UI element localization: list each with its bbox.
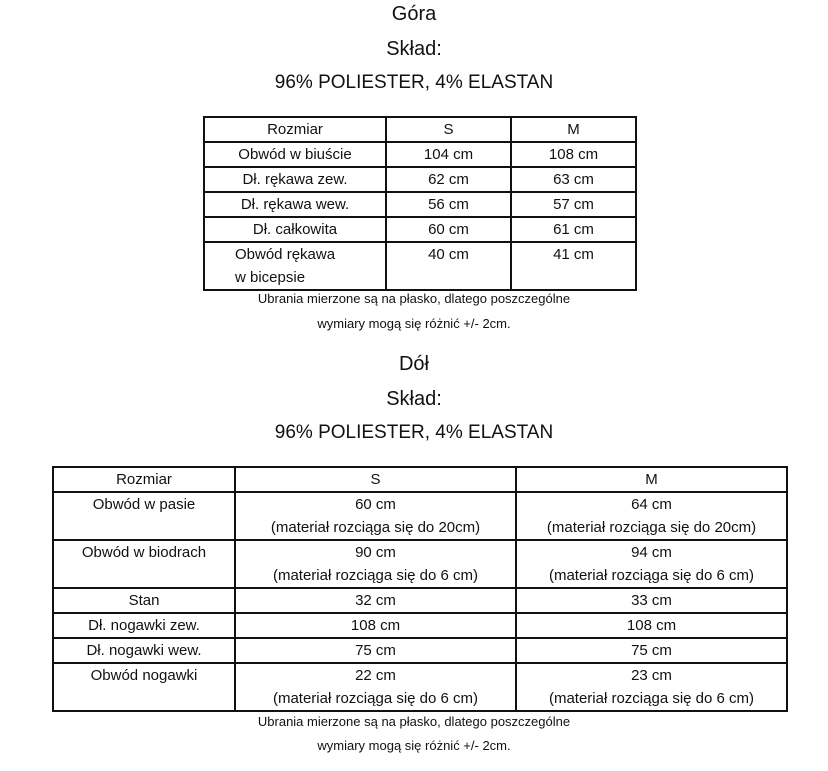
top-composition-label: Skład: xyxy=(386,38,442,60)
table-row xyxy=(204,192,636,217)
cell-s: 56 cm xyxy=(386,192,511,217)
table-row xyxy=(53,613,787,638)
top-note-line1: Ubrania mierzone są na płasko, dlatego poszczególne xyxy=(257,291,571,306)
header-cell: M xyxy=(511,117,636,142)
top-composition: 96% POLIESTER, 4% ELASTAN xyxy=(274,72,554,93)
cell-m xyxy=(516,492,787,540)
cell-m: 108 cm xyxy=(516,613,787,638)
header-cell: S xyxy=(386,117,511,142)
top-note-line2: wymiary mogą się różnić +/- 2cm. xyxy=(317,316,511,331)
header-cell: S xyxy=(235,467,516,492)
row-label: Dł. nogawki wew. xyxy=(53,638,235,663)
row-label: Dł. rękawa zew. xyxy=(204,167,386,192)
bottom-size-table xyxy=(52,466,788,712)
table-row xyxy=(53,540,787,588)
cell-m: 61 cm xyxy=(511,217,636,242)
cell-s: 108 cm xyxy=(235,613,516,638)
cell-s: 32 cm xyxy=(235,588,516,613)
header-cell: Rozmiar xyxy=(204,117,386,142)
cell-value: 94 cm xyxy=(631,544,672,561)
cell-s xyxy=(235,492,516,540)
row-label: Obwód w biuście xyxy=(204,142,386,167)
cell-value: 90 cm xyxy=(355,544,396,561)
top-section-title: Góra xyxy=(391,3,437,25)
row-label-line2: w bicepsie xyxy=(235,269,306,286)
table-header-row xyxy=(53,467,787,492)
table-row xyxy=(53,638,787,663)
row-label: Obwód nogawki xyxy=(53,663,235,711)
row-label: Obwód w biodrach xyxy=(53,540,235,588)
cell-s: 40 cm xyxy=(386,242,511,290)
row-label: Dł. nogawki zew. xyxy=(53,613,235,638)
cell-m xyxy=(516,663,787,711)
bottom-composition-label: Skład: xyxy=(386,388,442,410)
table-row xyxy=(53,492,787,540)
top-size-table xyxy=(203,116,637,291)
table-row xyxy=(204,142,636,167)
table-row xyxy=(53,588,787,613)
cell-note: (materiał rozciąga się do 20cm) xyxy=(546,519,757,536)
bottom-note-line1: Ubrania mierzone są na płasko, dlatego poszczególne xyxy=(257,714,571,729)
table-row xyxy=(204,217,636,242)
row-label: Dł. całkowita xyxy=(204,217,386,242)
row-label xyxy=(204,242,386,290)
table-row xyxy=(204,242,636,290)
table-row xyxy=(204,167,636,192)
row-label: Obwód w pasie xyxy=(53,492,235,540)
cell-m: 63 cm xyxy=(511,167,636,192)
table-row xyxy=(53,663,787,711)
cell-note: (materiał rozciąga się do 6 cm) xyxy=(548,690,755,707)
cell-m: 33 cm xyxy=(516,588,787,613)
cell-s: 75 cm xyxy=(235,638,516,663)
bottom-section-title: Dół xyxy=(398,353,429,375)
cell-s xyxy=(235,540,516,588)
cell-value: 60 cm xyxy=(355,496,396,513)
cell-m: 57 cm xyxy=(511,192,636,217)
cell-s: 62 cm xyxy=(386,167,511,192)
cell-value: 23 cm xyxy=(631,667,672,684)
header-cell: M xyxy=(516,467,787,492)
cell-m: 108 cm xyxy=(511,142,636,167)
table-header-row xyxy=(204,117,636,142)
cell-s xyxy=(235,663,516,711)
cell-s: 60 cm xyxy=(386,217,511,242)
cell-m: 75 cm xyxy=(516,638,787,663)
cell-note: (materiał rozciąga się do 6 cm) xyxy=(272,690,479,707)
cell-note: (materiał rozciąga się do 6 cm) xyxy=(272,567,479,584)
row-label: Stan xyxy=(53,588,235,613)
bottom-composition: 96% POLIESTER, 4% ELASTAN xyxy=(274,422,554,443)
row-label: Dł. rękawa wew. xyxy=(204,192,386,217)
header-cell: Rozmiar xyxy=(53,467,235,492)
row-label-line1: Obwód rękawa xyxy=(235,246,336,263)
bottom-note-line2: wymiary mogą się różnić +/- 2cm. xyxy=(317,738,511,753)
cell-note: (materiał rozciąga się do 20cm) xyxy=(270,519,481,536)
cell-note: (materiał rozciąga się do 6 cm) xyxy=(548,567,755,584)
cell-m xyxy=(516,540,787,588)
cell-value: 22 cm xyxy=(355,667,396,684)
cell-s: 104 cm xyxy=(386,142,511,167)
cell-m: 41 cm xyxy=(511,242,636,290)
cell-value: 64 cm xyxy=(631,496,672,513)
